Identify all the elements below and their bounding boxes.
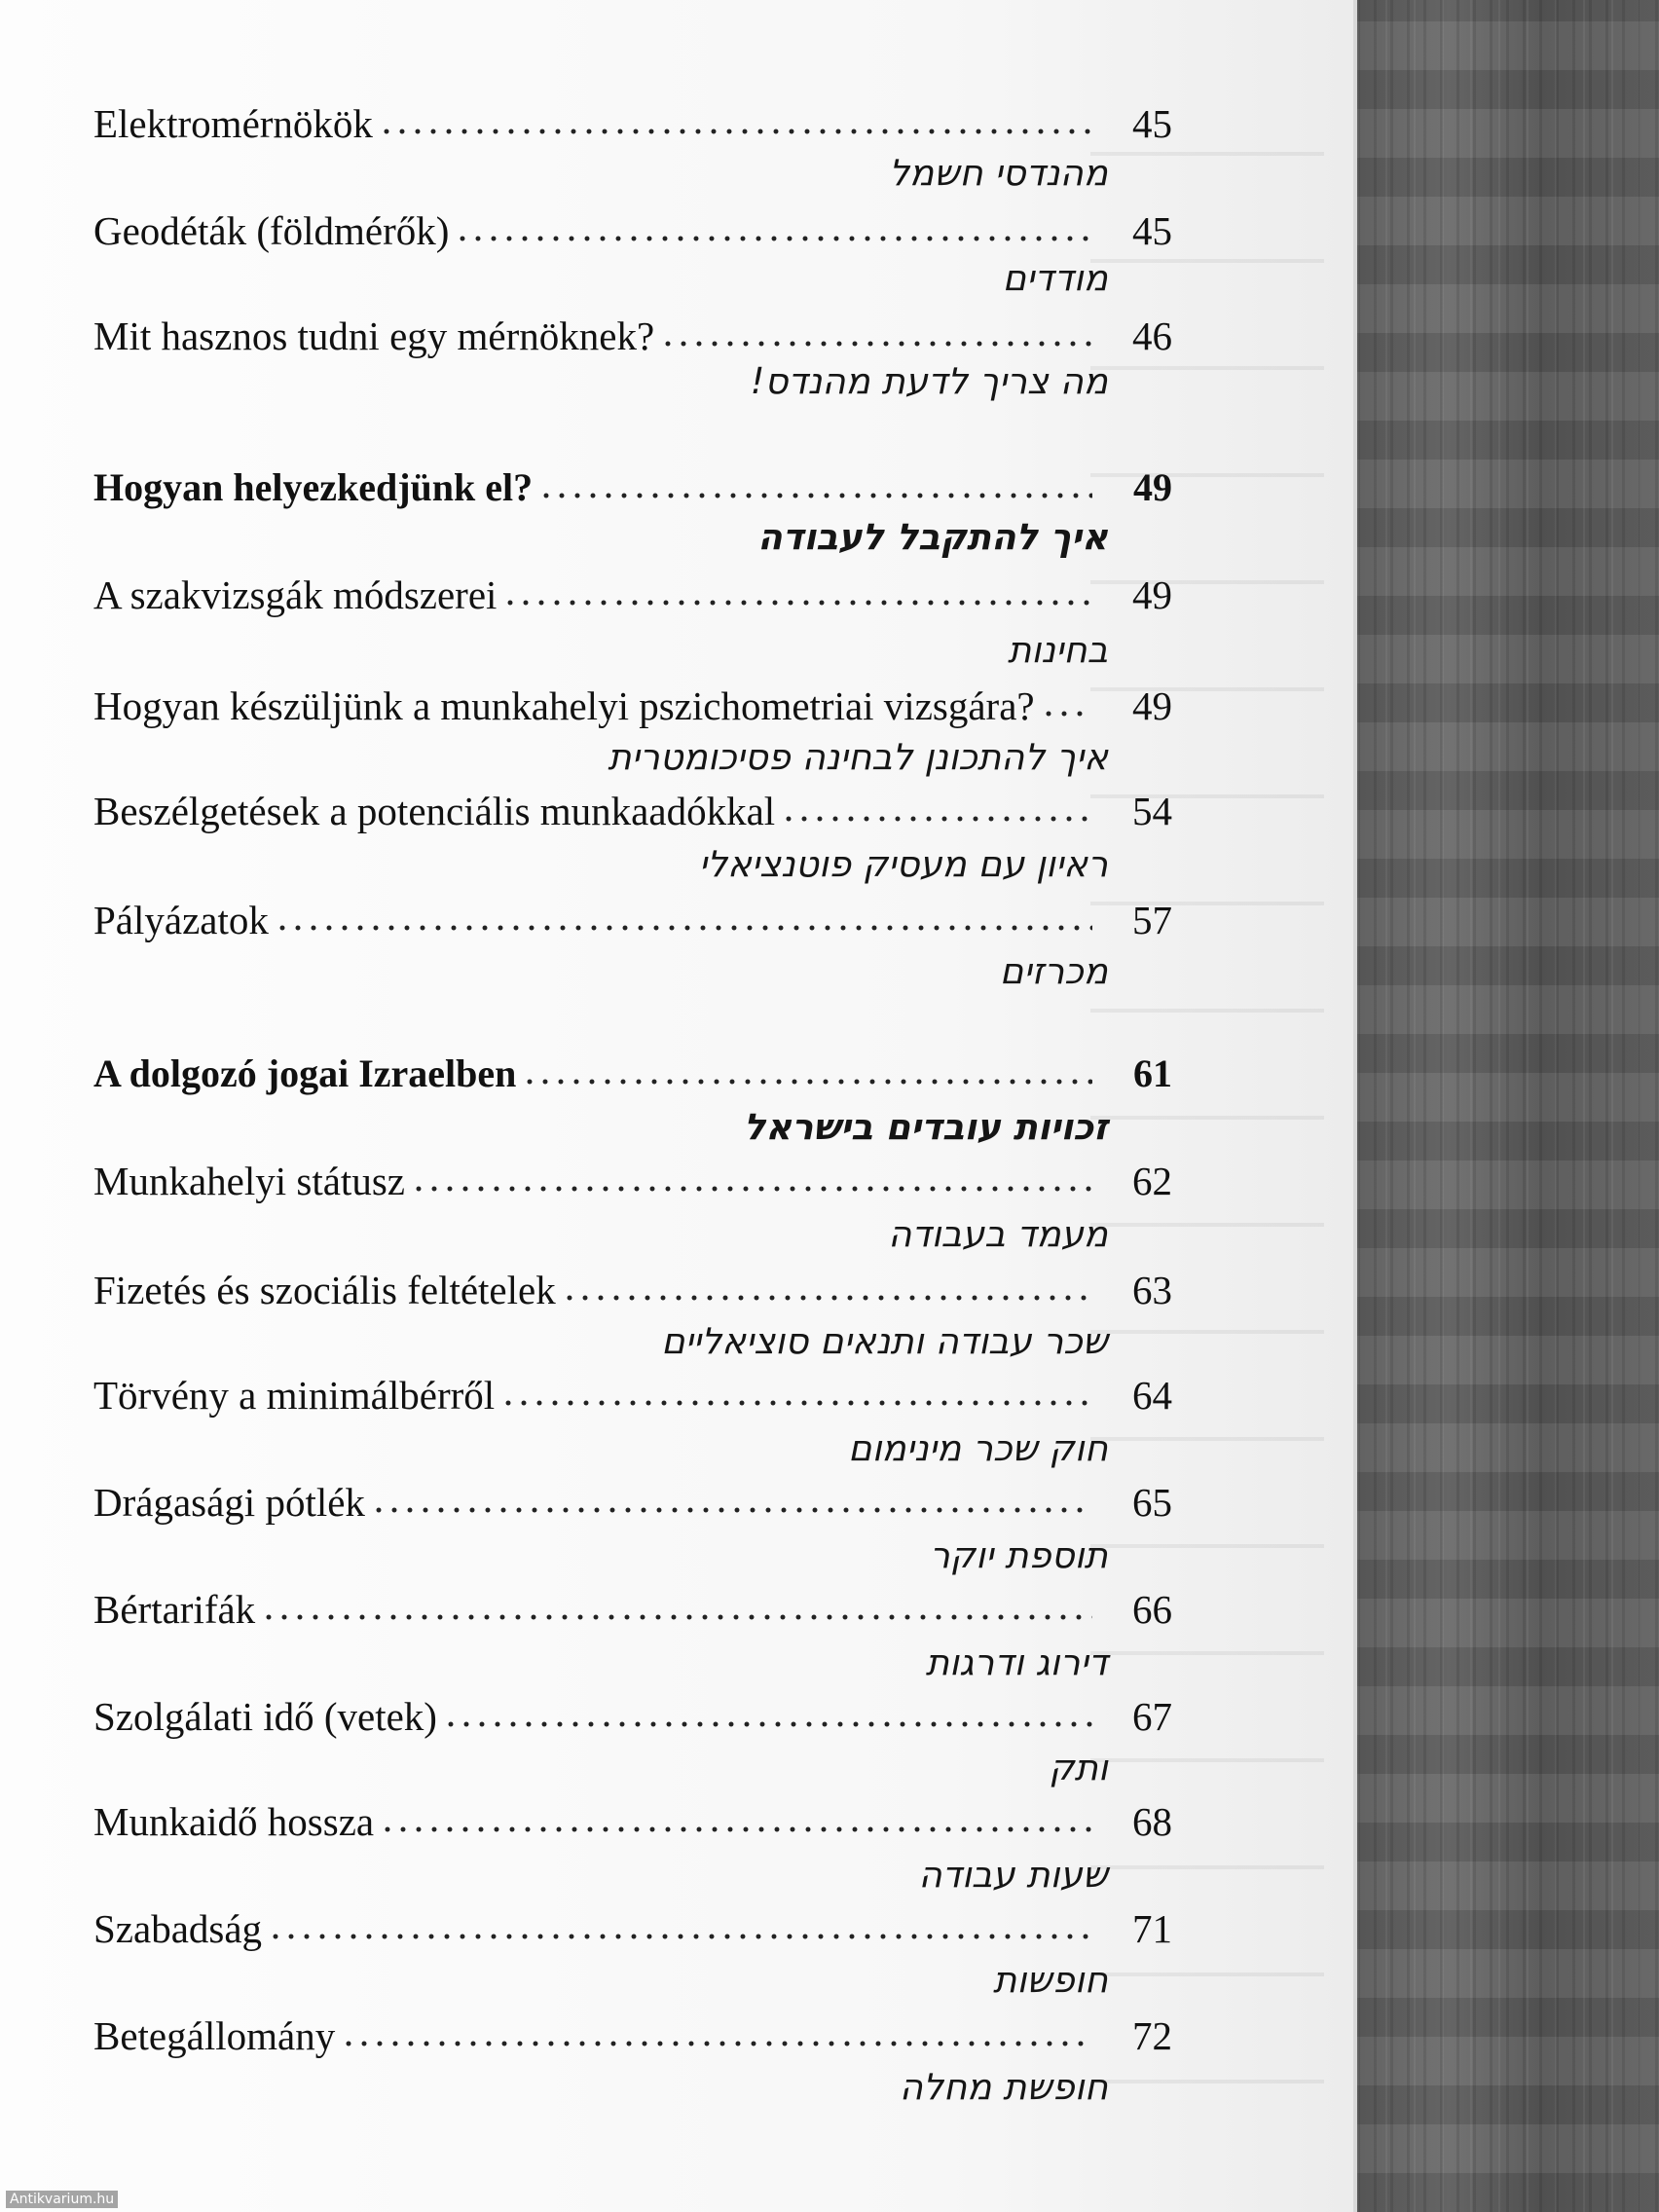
toc-entry-hebrew: שעות עבודה	[918, 1854, 1108, 1896]
toc-entry-title: Hogyan készüljünk a munkahelyi pszichometriai vizsgára?	[93, 683, 1035, 728]
toc-entry-page: 72	[1132, 2013, 1172, 2058]
toc-entry-hebrew: חופשת מחלה	[899, 2066, 1108, 2108]
watermark: Antikvarium.hu	[6, 2191, 118, 2208]
dot-leader	[538, 491, 1092, 500]
toc-entry-hebrew: איך להתקבל לעבודה	[757, 516, 1108, 558]
toc-entry-page: 45	[1132, 208, 1172, 253]
dot-leader	[380, 1825, 1092, 1834]
toc-entry-title: Törvény a minimálbérről	[93, 1373, 496, 1418]
toc-entry	[93, 1682, 1172, 1741]
toc-entry-page: 67	[1132, 1694, 1172, 1739]
toc-entry-title: Mit hasznos tudni egy mérnöknek?	[93, 313, 655, 358]
dot-leader	[522, 1077, 1092, 1087]
toc-entry-page: 61	[1133, 1051, 1172, 1095]
toc-entry	[93, 302, 1172, 360]
toc-entry-title: Pályázatok	[93, 898, 269, 942]
toc-entry-title: Drágasági pótlék	[93, 1480, 365, 1525]
toc-entry	[93, 1788, 1172, 1846]
toc-entry	[93, 90, 1172, 148]
toc-entry-title: A szakvizsgák módszerei	[93, 572, 498, 617]
toc-entry-hebrew: בחינות	[1007, 629, 1108, 671]
toc-entry-hebrew: חוק שכר מינימום	[848, 1427, 1108, 1469]
dot-leader	[411, 1184, 1092, 1194]
toc-entry	[93, 2002, 1172, 2060]
toc-entry-hebrew: ותק	[1049, 1747, 1108, 1788]
dot-leader	[261, 1612, 1092, 1622]
toc-entry-title: Munkaidő hossza	[93, 1799, 375, 1844]
toc-entry-hebrew: מכרזים	[999, 950, 1108, 992]
toc-entry-title: Szabadság	[93, 1906, 263, 1951]
toc-entry	[93, 1895, 1172, 1953]
toc-entry-page: 49	[1132, 572, 1172, 617]
toc-entry-hebrew: זכויות עובדים בישראל	[743, 1106, 1108, 1148]
toc-entry-hebrew: דירוג ודרגות	[925, 1641, 1108, 1683]
toc-entry	[93, 197, 1172, 255]
toc-entry-title: Hogyan helyezkedjünk el?	[93, 465, 534, 509]
toc-entry-page: 64	[1132, 1373, 1172, 1418]
toc-entry-page: 45	[1132, 101, 1172, 146]
dot-leader	[341, 2039, 1092, 2048]
toc-entry-hebrew: מה צריך לדעת מהנדס!	[750, 360, 1108, 402]
toc-entry-title: Geodéták (földmérők)	[93, 208, 450, 253]
toc-entry-hebrew: תוספת יוקר	[929, 1534, 1108, 1576]
toc-entry-page: 65	[1132, 1480, 1172, 1525]
toc-entry	[93, 672, 1172, 730]
toc-entry	[93, 777, 1172, 835]
toc-entry-title: Bértarifák	[93, 1587, 256, 1632]
dot-leader	[781, 814, 1092, 824]
dot-leader	[371, 1505, 1092, 1515]
toc-entry-title: Elektromérnökök	[93, 101, 373, 146]
toc-entry-page: 57	[1132, 898, 1172, 942]
toc-entry-page: 62	[1132, 1159, 1172, 1203]
toc-entry-hebrew: איך להתכונן לבחינה פסיכומטרית	[608, 736, 1108, 778]
toc-entry-hebrew: מעמד בעבודה	[888, 1213, 1108, 1255]
toc-entry	[93, 886, 1172, 944]
toc-entry-page: 46	[1132, 313, 1172, 358]
toc-entry	[93, 1147, 1172, 1205]
toc-entry-title: A dolgozó jogai Izraelben	[93, 1051, 517, 1095]
dot-leader	[562, 1293, 1092, 1303]
toc-entry-page: 63	[1132, 1268, 1172, 1312]
toc-entry	[93, 1256, 1172, 1314]
toc-entry-title: Beszélgetések a potenciális munkaadókkal	[93, 789, 776, 833]
toc-entry-hebrew: חופשות	[993, 1959, 1108, 2001]
toc-entry-hebrew: מודדים	[1002, 257, 1108, 299]
toc-entry-hebrew: ראיון עם מעסיק פוטנציאלי	[698, 843, 1108, 885]
toc-section-heading	[93, 454, 1172, 512]
toc-entry-title: Munkahelyi státusz	[93, 1159, 405, 1203]
toc-entry-page: 66	[1132, 1587, 1172, 1632]
toc-entry-page: 71	[1132, 1906, 1172, 1951]
toc-entry-hebrew: שכר עבודה ותנאים סוציאליים	[661, 1320, 1108, 1362]
toc-entry-page: 54	[1132, 789, 1172, 833]
dot-leader	[268, 1932, 1092, 1941]
toc-entry-page: 68	[1132, 1799, 1172, 1844]
dot-leader	[443, 1719, 1092, 1729]
dot-leader	[660, 339, 1092, 349]
toc-entry-page: 49	[1132, 683, 1172, 728]
dot-leader	[502, 598, 1092, 608]
toc-section-heading	[93, 1040, 1172, 1098]
toc-entry	[93, 1468, 1172, 1527]
toc-entry-title: Fizetés és szociális feltételek	[93, 1268, 556, 1312]
dot-leader	[379, 127, 1092, 136]
dot-leader	[1041, 709, 1092, 719]
toc-entry-page: 49	[1133, 465, 1172, 509]
wooden-table-background	[1353, 0, 1659, 2212]
dot-leader	[500, 1398, 1092, 1408]
toc-entry-hebrew: מהנדסי חשמל	[889, 152, 1108, 194]
toc-entry	[93, 1361, 1172, 1419]
dot-leader	[455, 234, 1092, 243]
toc-entry	[93, 561, 1172, 619]
toc-entry	[93, 1575, 1172, 1634]
toc-entry-title: Szolgálati idő (vetek)	[93, 1694, 437, 1739]
dot-leader	[275, 923, 1092, 933]
toc-entry-title: Betegállomány	[93, 2013, 336, 2058]
